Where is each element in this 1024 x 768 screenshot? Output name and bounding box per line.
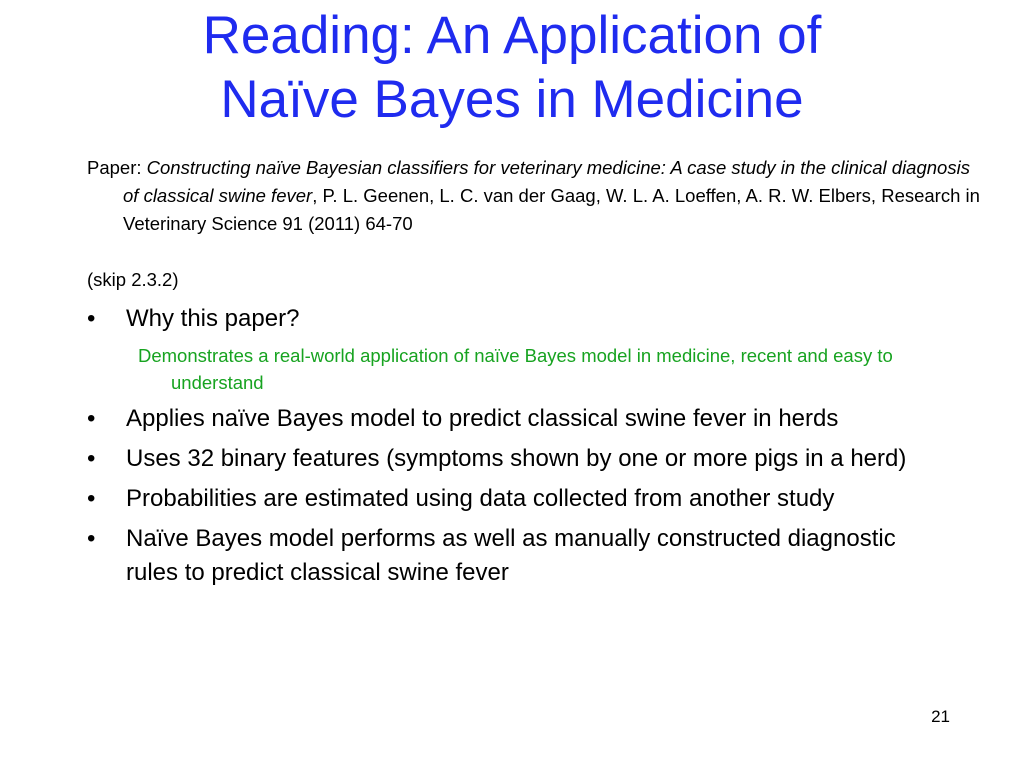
bullet-text: Applies naïve Bayes model to predict classical swine fever in herds bbox=[126, 405, 839, 432]
bullet-marker: • bbox=[87, 445, 96, 472]
bullet-item bbox=[87, 522, 947, 590]
bullet-text: Probabilities are estimated using data collected from another study bbox=[126, 485, 835, 512]
bullet-marker: • bbox=[87, 525, 96, 552]
bullet-item bbox=[87, 402, 947, 436]
page-number: 21 bbox=[931, 707, 950, 726]
bullet-marker: • bbox=[87, 405, 96, 432]
bullet-list bbox=[87, 302, 947, 596]
paper-citation: , P. L. Geenen, L. C. van der Gaag, W. L. A. Loeffen, A. R. W. Elbers, Research in Veterinary Science 91 (2011) 64-70 bbox=[123, 185, 980, 234]
bullet-sub-note: Demonstrates a real-world application of naïve Bayes model in medicine, recent and easy to understand bbox=[138, 345, 893, 393]
bullet-item bbox=[87, 482, 947, 516]
bullet-text: Naïve Bayes model performs as well as manually constructed diagnostic rules to predict classical swine fever bbox=[126, 525, 896, 586]
bullet-marker: • bbox=[87, 305, 96, 332]
bullet-item bbox=[87, 302, 947, 336]
skip-note: (skip 2.3.2) bbox=[87, 269, 179, 290]
bullet-item bbox=[87, 442, 947, 476]
bullet-text: Why this paper? bbox=[126, 305, 300, 332]
paper-label: Paper: bbox=[87, 157, 147, 178]
paper-title: Constructing naïve Bayesian classifiers for veterinary medicine: A case study in the clinical diagnosis of classical swine fever bbox=[123, 157, 970, 206]
bullet-text: Uses 32 binary features (symptoms shown by one or more pigs in a herd) bbox=[126, 445, 907, 472]
paper-reference bbox=[87, 154, 983, 238]
slide-title bbox=[80, 4, 944, 132]
bullet-marker: • bbox=[87, 485, 96, 512]
slide-title-line-2: Naïve Bayes in Medicine bbox=[220, 70, 804, 129]
slide-title-line-1: Reading: An Application of bbox=[202, 6, 822, 65]
